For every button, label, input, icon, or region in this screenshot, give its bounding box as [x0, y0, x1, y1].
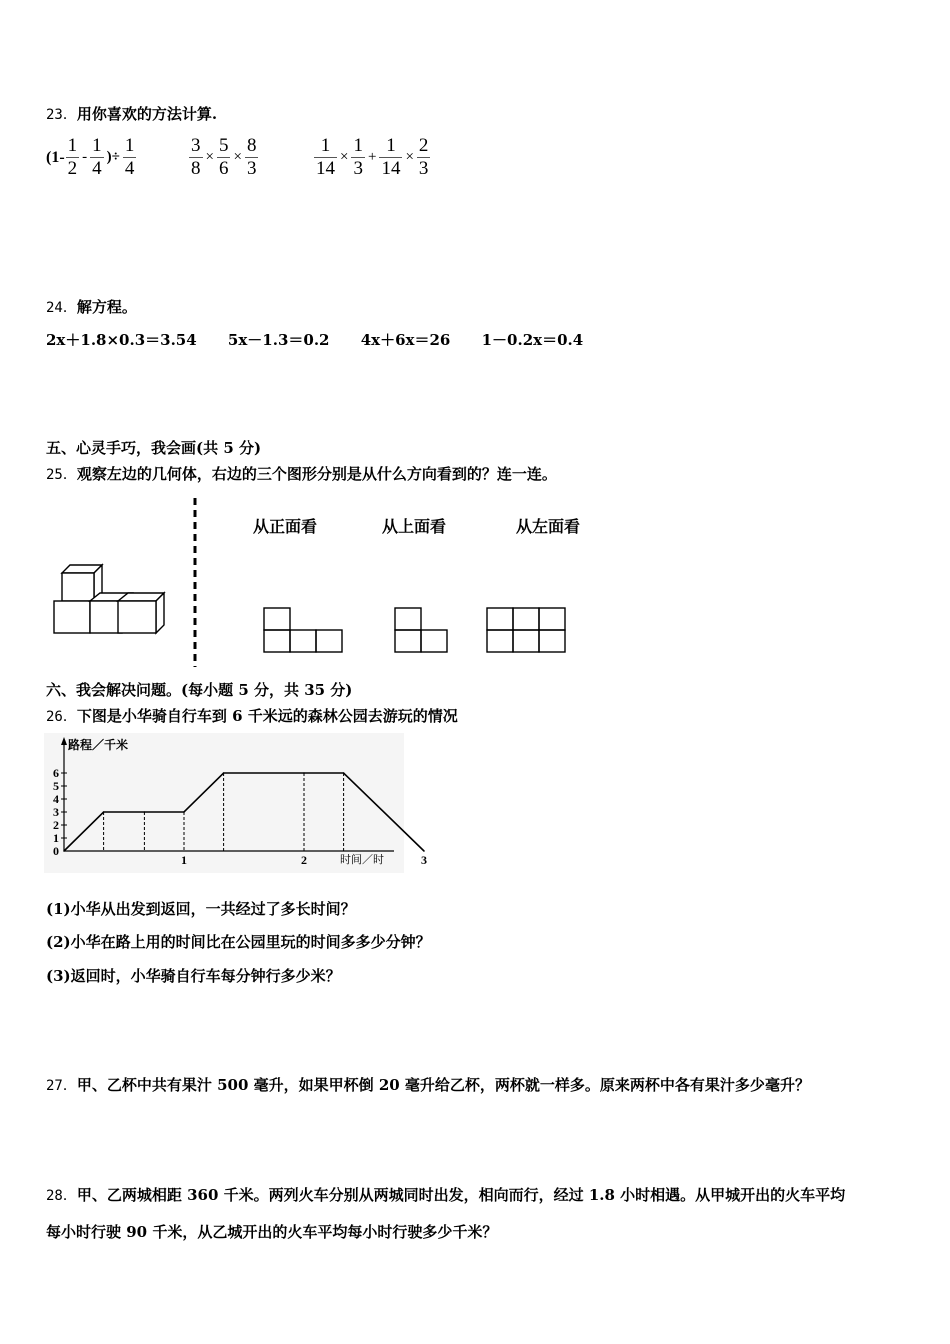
x-axis-label: 时间／时: [340, 854, 384, 866]
x-tick-label: 1: [181, 853, 187, 867]
section-5-heading: 五、心灵手巧，我会画(共 5 分): [46, 439, 262, 457]
q26-sub2: (2)小华在路上用的时间比在公园里玩的时间多多少分钟？: [46, 933, 431, 951]
q25-title: 25．观察左边的几何体，右边的三个图形分别是从什么方向看到的？连一连。: [46, 465, 557, 483]
q26-title: 26．下图是小华骑自行车到 6 千米远的森林公园去游玩的情况: [46, 707, 458, 725]
view-label-top: 从上面看: [382, 517, 447, 536]
y-tick-label: 0: [53, 844, 59, 858]
view-shape-top: [395, 608, 447, 652]
q26-sub3: (3)返回时，小华骑自行车每分钟行多少米？: [46, 967, 341, 985]
y-axis-label: 路程／千米: [68, 738, 129, 752]
q24-equations: [46, 329, 609, 350]
y-tick-label: 4: [53, 792, 59, 806]
y-tick-label: 2: [53, 818, 59, 832]
q23-expr-2: $\frac{3}{8}$ × $\frac{5}{6}$ × $\frac{8}{3}$: [191, 135, 257, 179]
view-label-front: 从正面看: [253, 517, 318, 536]
section-6-heading: 六、我会解决问题。(每小题 5 分，共 35 分): [46, 681, 353, 699]
y-tick-label: 5: [53, 779, 59, 793]
distance-time-chart: [44, 733, 427, 873]
q28-line-1: 28．甲、乙两城相距 360 千米。两列火车分别从两城同时出发，相向而行，经过 1.8 小时相遇。从甲城开出的火车平均: [46, 1186, 846, 1204]
view-label-left: 从左面看: [516, 517, 581, 536]
q23-title: 23．用你喜欢的方法计算.: [46, 105, 218, 123]
q23-expr-1: (1- $\frac{1}{2}$ - $\frac{1}{4}$ )÷ $\frac{1}{4}$: [46, 135, 135, 179]
equation: 1－0.2x＝0.4: [481, 331, 584, 349]
q24-title: 24．解方程。: [46, 298, 137, 316]
q23-expr-3: $\frac{1}{14}$ × $\frac{1}{3}$ + $\frac{1}{14}$ × $\frac{2}{3}$: [316, 135, 429, 179]
equation: 5x－1.3＝0.2: [227, 331, 330, 349]
q26-sub1: (1)小华从出发到返回，一共经过了多长时间？: [46, 900, 356, 918]
equation: 2x＋1.8×0.3＝3.54: [46, 331, 197, 349]
x-tick-label: 3: [421, 853, 427, 867]
y-tick-label: 1: [53, 831, 59, 845]
view-shape-left: [487, 608, 565, 652]
x-tick-label: 2: [301, 853, 307, 867]
q27-text: 27．甲、乙杯中共有果汁 500 毫升，如果甲杯倒 20 毫升给乙杯，两杯就一样多。原来两杯中各有果汁多少毫升？: [46, 1076, 810, 1094]
cube-solid: [54, 565, 164, 633]
equation: 4x＋6x＝26: [360, 331, 451, 349]
y-tick-label: 6: [53, 766, 59, 780]
view-shape-front: [264, 608, 342, 652]
y-tick-label: 3: [53, 805, 59, 819]
q28-line-2: 每小时行驶 90 千米，从乙城开出的火车平均每小时行驶多少千米？: [46, 1223, 498, 1241]
